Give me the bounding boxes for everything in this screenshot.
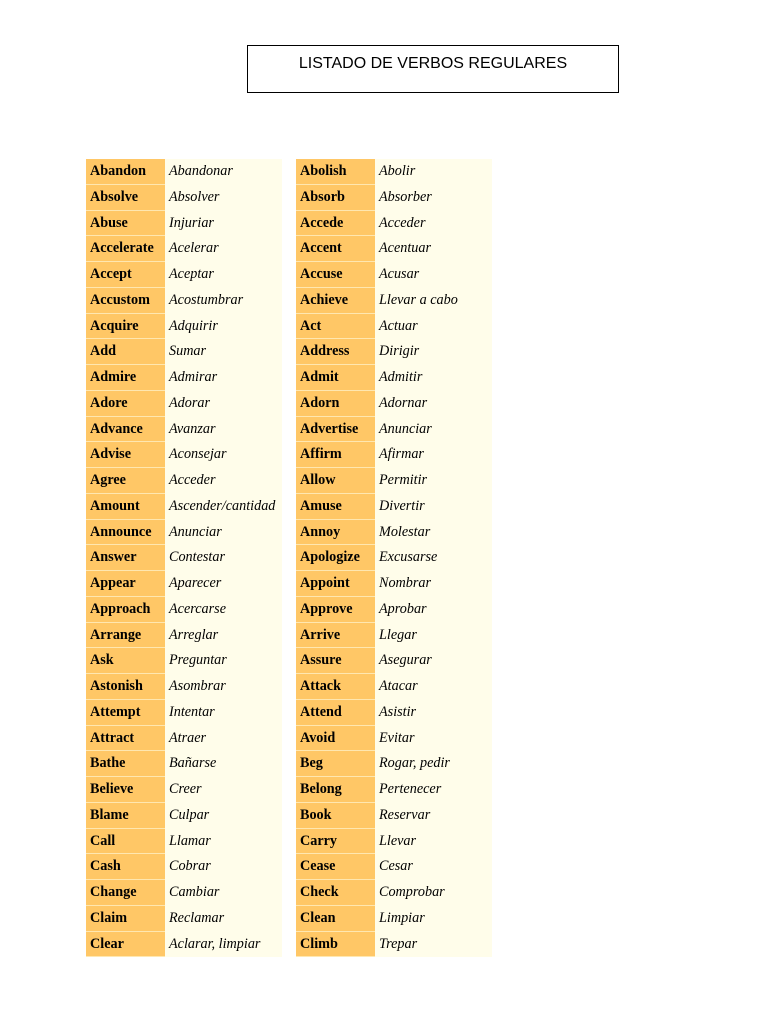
verb-english: Climb <box>296 932 375 958</box>
verb-english: Avoid <box>296 726 375 752</box>
verb-spanish: Atacar <box>375 674 492 700</box>
verb-spanish: Actuar <box>375 314 492 340</box>
verb-row <box>296 417 492 443</box>
verb-english: Attend <box>296 700 375 726</box>
verb-spanish: Acusar <box>375 262 492 288</box>
verb-row <box>86 520 282 546</box>
verb-row <box>86 751 282 777</box>
verb-spanish: Contestar <box>165 545 282 571</box>
verb-row <box>86 391 282 417</box>
verb-spanish: Aprobar <box>375 597 492 623</box>
verb-spanish: Rogar, pedir <box>375 751 492 777</box>
verb-row <box>296 494 492 520</box>
verb-english: Change <box>86 880 165 906</box>
verb-row <box>296 545 492 571</box>
verb-english: Check <box>296 880 375 906</box>
verb-english: Answer <box>86 545 165 571</box>
verb-spanish: Culpar <box>165 803 282 829</box>
verb-english: Attract <box>86 726 165 752</box>
verb-spanish: Cambiar <box>165 880 282 906</box>
verb-spanish: Permitir <box>375 468 492 494</box>
verb-row <box>296 674 492 700</box>
verb-spanish: Acceder <box>375 211 492 237</box>
verb-row <box>296 185 492 211</box>
verb-spanish: Afirmar <box>375 442 492 468</box>
verb-row <box>296 880 492 906</box>
verb-english: Approve <box>296 597 375 623</box>
verb-row <box>86 674 282 700</box>
verb-spanish: Anunciar <box>165 520 282 546</box>
verb-english: Abandon <box>86 159 165 185</box>
verb-english: Beg <box>296 751 375 777</box>
verb-spanish: Intentar <box>165 700 282 726</box>
verb-spanish: Limpiar <box>375 906 492 932</box>
verb-spanish: Admirar <box>165 365 282 391</box>
verb-english: Arrange <box>86 623 165 649</box>
verb-spanish: Molestar <box>375 520 492 546</box>
verb-row <box>86 442 282 468</box>
verb-row <box>296 751 492 777</box>
verb-english: Ask <box>86 648 165 674</box>
verb-english: Clean <box>296 906 375 932</box>
verb-spanish: Acostumbrar <box>165 288 282 314</box>
verb-spanish: Creer <box>165 777 282 803</box>
verb-english: Clear <box>86 932 165 958</box>
verb-english: Accept <box>86 262 165 288</box>
verb-spanish: Bañarse <box>165 751 282 777</box>
verb-spanish: Asegurar <box>375 648 492 674</box>
verb-spanish: Llevar <box>375 829 492 855</box>
verb-spanish: Injuriar <box>165 211 282 237</box>
verb-row <box>86 932 282 958</box>
verb-english: Believe <box>86 777 165 803</box>
verb-row <box>296 442 492 468</box>
verb-spanish: Llevar a cabo <box>375 288 492 314</box>
verb-spanish: Abandonar <box>165 159 282 185</box>
verb-row <box>296 854 492 880</box>
verb-row <box>296 700 492 726</box>
verb-spanish: Aclarar, limpiar <box>165 932 282 958</box>
verb-spanish: Evitar <box>375 726 492 752</box>
verb-spanish: Aparecer <box>165 571 282 597</box>
verb-row <box>296 339 492 365</box>
verb-spanish: Asistir <box>375 700 492 726</box>
verb-row <box>86 545 282 571</box>
verb-spanish: Nombrar <box>375 571 492 597</box>
verb-spanish: Excusarse <box>375 545 492 571</box>
verb-spanish: Reclamar <box>165 906 282 932</box>
verb-row <box>296 726 492 752</box>
verb-english: Admire <box>86 365 165 391</box>
verb-english: Book <box>296 803 375 829</box>
verb-english: Adorn <box>296 391 375 417</box>
verb-row <box>296 159 492 185</box>
verb-spanish: Acercarse <box>165 597 282 623</box>
verb-spanish: Sumar <box>165 339 282 365</box>
verb-english: Address <box>296 339 375 365</box>
verb-spanish: Aconsejar <box>165 442 282 468</box>
verb-spanish: Arreglar <box>165 623 282 649</box>
verb-english: Acquire <box>86 314 165 340</box>
verb-row <box>296 288 492 314</box>
verb-english: Call <box>86 829 165 855</box>
verb-english: Appear <box>86 571 165 597</box>
verb-row <box>86 236 282 262</box>
page-title: LISTADO DE VERBOS REGULARES <box>247 45 619 93</box>
verb-english: Arrive <box>296 623 375 649</box>
verb-spanish: Absolver <box>165 185 282 211</box>
verb-english: Agree <box>86 468 165 494</box>
verb-english: Abolish <box>296 159 375 185</box>
verb-row <box>86 314 282 340</box>
verb-spanish: Reservar <box>375 803 492 829</box>
verb-table-right <box>296 159 492 957</box>
verb-row <box>296 623 492 649</box>
verb-english: Claim <box>86 906 165 932</box>
verb-row <box>86 597 282 623</box>
verb-row <box>296 597 492 623</box>
verb-english: Assure <box>296 648 375 674</box>
verb-english: Achieve <box>296 288 375 314</box>
verb-spanish: Llamar <box>165 829 282 855</box>
verb-english: Advise <box>86 442 165 468</box>
verb-row <box>296 391 492 417</box>
verb-row <box>86 854 282 880</box>
verb-row <box>86 339 282 365</box>
verb-spanish: Atraer <box>165 726 282 752</box>
verb-english: Advance <box>86 417 165 443</box>
verb-row <box>296 236 492 262</box>
verb-spanish: Trepar <box>375 932 492 958</box>
verb-english: Blame <box>86 803 165 829</box>
verb-row <box>296 365 492 391</box>
verb-row <box>296 520 492 546</box>
verb-english: Accelerate <box>86 236 165 262</box>
verb-english: Attack <box>296 674 375 700</box>
verb-row <box>86 880 282 906</box>
verb-spanish: Acentuar <box>375 236 492 262</box>
verb-english: Cash <box>86 854 165 880</box>
verb-spanish: Preguntar <box>165 648 282 674</box>
verb-english: Act <box>296 314 375 340</box>
verb-english: Attempt <box>86 700 165 726</box>
verb-row <box>296 906 492 932</box>
verb-english: Astonish <box>86 674 165 700</box>
verb-row <box>86 777 282 803</box>
verb-spanish: Pertenecer <box>375 777 492 803</box>
verb-english: Allow <box>296 468 375 494</box>
verb-english: Absolve <box>86 185 165 211</box>
verb-english: Advertise <box>296 417 375 443</box>
verb-english: Affirm <box>296 442 375 468</box>
verb-spanish: Comprobar <box>375 880 492 906</box>
verb-row <box>296 932 492 958</box>
verb-spanish: Absorber <box>375 185 492 211</box>
verb-english: Accede <box>296 211 375 237</box>
verb-english: Bathe <box>86 751 165 777</box>
verb-row <box>296 571 492 597</box>
verb-english: Amount <box>86 494 165 520</box>
verb-row <box>296 648 492 674</box>
verb-spanish: Adornar <box>375 391 492 417</box>
verb-spanish: Dirigir <box>375 339 492 365</box>
verb-row <box>86 623 282 649</box>
verb-english: Approach <box>86 597 165 623</box>
verb-spanish: Llegar <box>375 623 492 649</box>
verb-english: Apologize <box>296 545 375 571</box>
verb-english: Absorb <box>296 185 375 211</box>
verb-english: Belong <box>296 777 375 803</box>
verb-english: Carry <box>296 829 375 855</box>
verb-row <box>296 314 492 340</box>
verb-english: Amuse <box>296 494 375 520</box>
verb-row <box>86 906 282 932</box>
verb-english: Accent <box>296 236 375 262</box>
verb-english: Adore <box>86 391 165 417</box>
verb-spanish: Cesar <box>375 854 492 880</box>
verb-english: Cease <box>296 854 375 880</box>
verb-english: Accuse <box>296 262 375 288</box>
verb-spanish: Asombrar <box>165 674 282 700</box>
verb-row <box>86 417 282 443</box>
verb-table-left <box>86 159 282 957</box>
verb-spanish: Avanzar <box>165 417 282 443</box>
verb-english: Announce <box>86 520 165 546</box>
verb-row <box>296 211 492 237</box>
verb-english: Admit <box>296 365 375 391</box>
verb-row <box>86 726 282 752</box>
verb-spanish: Acelerar <box>165 236 282 262</box>
verb-spanish: Adorar <box>165 391 282 417</box>
verb-spanish: Ascender/cantidad <box>165 494 282 520</box>
verb-english: Accustom <box>86 288 165 314</box>
verb-row <box>86 829 282 855</box>
verb-row <box>86 571 282 597</box>
verb-row <box>86 185 282 211</box>
verb-spanish: Abolir <box>375 159 492 185</box>
verb-row <box>296 829 492 855</box>
verb-row <box>86 262 282 288</box>
verb-spanish: Divertir <box>375 494 492 520</box>
verb-row <box>86 803 282 829</box>
verb-row <box>296 468 492 494</box>
verb-row <box>296 262 492 288</box>
verb-spanish: Cobrar <box>165 854 282 880</box>
verb-row <box>86 211 282 237</box>
verb-spanish: Anunciar <box>375 417 492 443</box>
verb-row <box>86 648 282 674</box>
verb-english: Abuse <box>86 211 165 237</box>
verb-spanish: Aceptar <box>165 262 282 288</box>
verb-row <box>86 159 282 185</box>
verb-row <box>86 700 282 726</box>
verb-english: Appoint <box>296 571 375 597</box>
verb-spanish: Acceder <box>165 468 282 494</box>
verb-spanish: Adquirir <box>165 314 282 340</box>
verb-row <box>86 468 282 494</box>
verb-row <box>296 777 492 803</box>
verb-row <box>86 288 282 314</box>
verb-spanish: Admitir <box>375 365 492 391</box>
verb-row <box>86 494 282 520</box>
verb-row <box>296 803 492 829</box>
verb-english: Add <box>86 339 165 365</box>
verb-english: Annoy <box>296 520 375 546</box>
verb-row <box>86 365 282 391</box>
